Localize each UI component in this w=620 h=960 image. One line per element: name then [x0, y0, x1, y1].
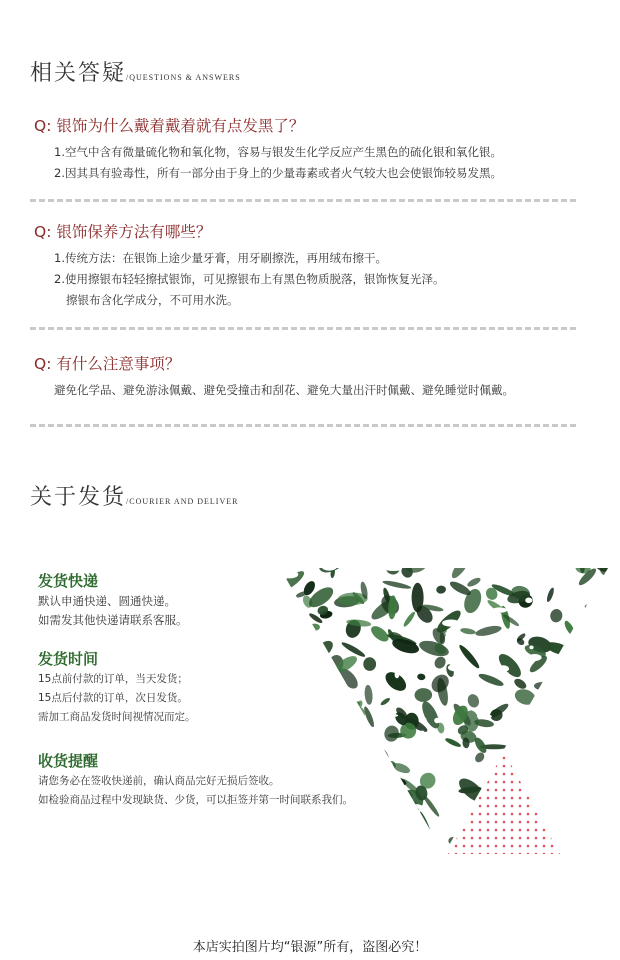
leaf-gap: [595, 811, 601, 814]
leaf-shape: [383, 724, 401, 743]
leaf-gap: [290, 562, 296, 564]
leaf-shape: [350, 816, 358, 840]
leaf-gap: [540, 779, 551, 784]
leaf-shape: [402, 611, 416, 628]
leaf-shape: [288, 697, 298, 722]
leaf-shape: [553, 777, 577, 789]
leaf-shape: [276, 611, 286, 633]
leaf-shape: [560, 812, 576, 829]
leaf-shape: [375, 771, 408, 789]
leaf-gap: [276, 738, 285, 741]
qa-title-cn: 相关答疑: [30, 61, 127, 86]
leaf-shape: [477, 672, 504, 689]
shipping-title-en: /COURIER AND DELIVER: [126, 497, 239, 506]
leaf-shape: [321, 703, 329, 712]
question-1: Q: 银饰为什么戴着戴着就有点发黑了？: [34, 117, 305, 135]
leaf-gap: [528, 567, 538, 572]
leaf-shape: [524, 747, 547, 768]
leaf-shape: [417, 673, 426, 680]
leaf-gap: [602, 769, 613, 773]
leaf-shape: [544, 731, 562, 759]
leaf-gap: [457, 594, 463, 601]
dot-pattern: [436, 742, 576, 858]
divider: [30, 424, 576, 427]
question-2: Q: 银饰保养方法有哪些？: [34, 223, 212, 241]
shipping-line: 请您务必在签收快递前，确认商品完好无损后签收。: [38, 775, 280, 787]
leaf-shape: [563, 831, 586, 854]
leaf-shape: [382, 579, 412, 590]
leaf-gap: [294, 743, 302, 750]
leaf-shape: [345, 771, 364, 790]
leaf-shape: [375, 758, 399, 782]
leaf-shape: [545, 714, 552, 726]
leaf-shape: [436, 585, 447, 594]
leaf-gap: [276, 784, 287, 788]
leaf-gap: [585, 655, 595, 658]
shipping-line: 默认申通快递、圆通快递。: [38, 594, 176, 608]
shipping-line: 15点后付款的订单，次日发货。: [38, 692, 188, 704]
leaf-shape: [369, 744, 393, 769]
leaf-shape: [549, 608, 563, 623]
leaf-shape: [289, 786, 313, 794]
leaf-shape: [535, 769, 561, 799]
leaf-shape: [356, 740, 368, 750]
leaf-gap: [564, 755, 579, 760]
leaf-gap: [322, 563, 337, 571]
leaf-gap: [525, 598, 532, 604]
leaf-gap: [331, 771, 337, 778]
leaf-shape: [546, 587, 556, 603]
leaf-shape: [312, 804, 330, 827]
leaf-shape: [534, 791, 559, 813]
leaf-shape: [362, 787, 388, 807]
leaf-gap: [354, 695, 359, 698]
leaf-shape: [303, 701, 321, 718]
answer-2-line-3: 擦银布含化学成分，不可用水洗。: [66, 293, 239, 307]
leaf-shape: [417, 828, 424, 840]
leaf-shape: [276, 817, 290, 832]
shipping-line: 需加工商品发货时间视情况而定。: [38, 711, 196, 723]
qa-item-3: [34, 354, 580, 401]
leaf-gap: [534, 718, 540, 722]
leaf-shape: [276, 608, 290, 625]
leaf-shape: [380, 697, 391, 707]
leaf-shape: [367, 789, 385, 807]
shipping-heading: 发货快递: [38, 572, 99, 590]
leaf-shape: [368, 832, 385, 854]
shipping-title-cn: 关于发货: [30, 485, 127, 510]
leaf-gap: [381, 714, 398, 717]
leaf-gap: [590, 655, 598, 660]
leaf-shape: [531, 758, 552, 787]
divider: [30, 199, 576, 202]
leaf-gap: [529, 646, 533, 650]
leaf-shape: [276, 676, 301, 703]
copyright-footer: 本店实拍图片均“银源”所有，盗图必究！: [192, 940, 428, 955]
leaf-shape: [579, 760, 600, 783]
leaf-shape: [299, 675, 311, 688]
leaf-gap: [545, 677, 557, 684]
leaf-shape: [348, 791, 361, 803]
leaf-gap: [412, 632, 422, 636]
leaf-gap: [492, 607, 508, 612]
leaf-gap: [477, 714, 492, 719]
leaf-shape: [460, 627, 476, 635]
leaf-gap: [282, 570, 299, 578]
leaf-gap: [442, 620, 460, 627]
leaf-shape: [600, 691, 612, 707]
leaf-gap: [511, 747, 523, 754]
leaf-shape: [276, 829, 288, 843]
shipping-heading: 收货提醒: [38, 752, 99, 770]
leaf-shape: [585, 603, 600, 610]
leaf-shape: [324, 763, 356, 782]
leaf-gap: [396, 759, 412, 761]
leaf-shape: [597, 825, 612, 841]
leaf-shape: [591, 653, 612, 668]
qa-item-1: [34, 116, 580, 184]
leaf-gap: [406, 739, 416, 741]
leaf-shape: [295, 829, 311, 844]
leaf-shape: [513, 687, 538, 708]
leaf-shape: [551, 648, 575, 682]
leaf-gap: [409, 804, 423, 809]
leaf-shape: [475, 624, 503, 638]
leaf-shape: [353, 785, 367, 801]
leaf-shape: [324, 730, 330, 752]
leaf-gap: [414, 850, 431, 852]
leaf-shape: [280, 730, 291, 750]
leaf-gap: [493, 571, 507, 575]
leaf-shape: [597, 562, 612, 579]
leaf-shape: [322, 844, 338, 858]
leaf-gap: [395, 671, 400, 678]
leaf-gap: [378, 797, 389, 802]
leaf-shape: [432, 655, 447, 671]
answer-3-line-1: 避免化学品、避免游泳佩戴、避免受撞击和刮花、避免大量出汗时佩戴、避免睡觉时佩戴。: [54, 383, 514, 397]
answer-2-line-2: 2.使用擦银布轻轻擦拭银饰，可见擦银布上有黑色物质脱落，银饰恢复光泽。: [54, 272, 445, 286]
leaf-shape: [299, 713, 313, 718]
leaf-shape: [333, 702, 347, 717]
leaf-shape: [560, 810, 577, 837]
leaf-shape: [276, 690, 289, 700]
leaf-shape: [276, 635, 296, 650]
leaf-shape: [558, 699, 581, 710]
leaf-shape: [591, 715, 612, 738]
leaf-gap: [324, 832, 329, 837]
leaf-gap: [276, 710, 282, 714]
leaf-shape: [444, 737, 462, 749]
leaf-shape: [276, 721, 299, 737]
leaf-shape: [276, 582, 290, 599]
leaf-shape: [276, 799, 292, 818]
leaf-shape: [589, 784, 612, 813]
leaf-shape: [363, 657, 376, 671]
leaf-shape: [546, 733, 553, 754]
leaf-shape: [314, 761, 342, 782]
leaf-gap: [540, 803, 555, 810]
leaf-shape: [513, 677, 529, 691]
leaf-shape: [518, 744, 536, 768]
leaf-shape: [569, 764, 591, 787]
leaf-shape: [426, 834, 435, 858]
leaf-gap: [504, 721, 519, 729]
answer-2-line-1: 1.传统方法：在银饰上途少量牙膏，用牙刷擦洗，再用绒布擦干。: [54, 251, 387, 265]
qa-title-en: /QUESTIONS & ANSWERS: [126, 73, 241, 82]
leaf-shape: [289, 761, 302, 773]
leaf-shape: [414, 688, 432, 702]
leaf-shape: [362, 706, 375, 728]
leaf-shape: [299, 819, 322, 851]
answer-1-line-2: 2.因其具有验毒性，所有一部分由于身上的少量毒素或者火气较大也会使银饰较易发黑。: [54, 166, 502, 180]
leaf-shape: [339, 777, 350, 801]
leaf-gap: [528, 654, 542, 661]
leaf-shape: [300, 730, 331, 740]
leaf-shape: [590, 734, 612, 756]
leaf-shape: [563, 619, 577, 636]
leaf-shape: [303, 769, 327, 791]
leaf-gap: [604, 562, 612, 568]
leaf-gap: [401, 800, 406, 803]
shipping-section-title: [30, 480, 238, 511]
leaf-gap: [442, 579, 448, 584]
leaf-shape: [287, 824, 298, 856]
leaf-gap: [411, 675, 417, 677]
leaf-shape: [294, 622, 306, 633]
leaf-shape: [466, 693, 481, 709]
leaf-gap: [278, 830, 295, 835]
leaf-gap: [538, 732, 554, 739]
leaf-shape: [298, 801, 310, 813]
leaf-gap: [281, 763, 299, 767]
leaf-gap: [385, 566, 403, 571]
leaf-gap: [442, 843, 448, 847]
qa-section-title: [30, 56, 241, 87]
leaf-gap: [503, 672, 509, 676]
leaf-shape: [560, 764, 565, 776]
divider: [30, 327, 576, 330]
leaf-shape: [297, 745, 306, 777]
leaf-shape: [299, 730, 317, 744]
leaf-gap: [356, 824, 371, 826]
leaf-gap: [567, 797, 575, 800]
leaf-shape: [278, 836, 289, 857]
leaf-shape: [348, 703, 368, 723]
answer-1-line-1: 1.空气中含有微量硫化物和氧化物，容易与银发生化学反应产生黑色的硫化银和氧化银。: [54, 145, 502, 159]
shipping-line: 15点前付款的订单，当天发货；: [38, 673, 188, 685]
leaf-shape: [307, 821, 330, 845]
leaf-gap: [356, 641, 374, 644]
leaf-shape: [567, 710, 600, 736]
leaf-shape: [449, 562, 472, 581]
leaf-shape: [495, 650, 524, 680]
leaf-shape: [347, 745, 368, 765]
leaf-shape: [353, 781, 364, 790]
leaf-shape: [466, 576, 482, 588]
leafy-triangle-graphic: [276, 562, 612, 858]
leaf-gap: [276, 688, 284, 693]
leaf-gap: [434, 718, 440, 724]
foliage-texture: [276, 562, 612, 858]
leaf-gap: [439, 604, 454, 607]
leaf-shape: [577, 837, 593, 853]
leaf-gap: [338, 708, 355, 714]
leaf-shape: [564, 841, 580, 856]
shipping-line: 如检验商品过程中发现缺货、少货，可以拒签并第一时间联系我们。: [38, 794, 353, 806]
leaf-shape: [417, 638, 450, 659]
shipping-heading: 发货时间: [38, 650, 99, 668]
leaf-shape: [364, 684, 374, 705]
question-3: Q: 有什么注意事项？: [34, 355, 181, 373]
leaf-shape: [560, 811, 576, 821]
leaf-shape: [276, 796, 294, 823]
leaf-gap: [445, 632, 450, 635]
leaf-shape: [276, 660, 298, 680]
leaf-gap: [436, 822, 447, 825]
leaf-shape: [329, 674, 344, 685]
leaf-shape: [335, 839, 353, 858]
leaf-shape: [549, 733, 562, 747]
leaf-shape: [534, 682, 553, 692]
leaf-gap: [420, 717, 426, 722]
leaf-shape: [585, 672, 608, 691]
leaf-shape: [348, 834, 365, 852]
leaf-shape: [575, 799, 606, 829]
leaf-gap: [448, 664, 463, 671]
leaf-gap: [276, 794, 283, 797]
leaf-shape: [326, 766, 342, 781]
leaf-shape: [309, 623, 320, 631]
leaf-shape: [562, 728, 580, 745]
leaf-gap: [474, 562, 481, 566]
leaf-shape: [408, 836, 431, 852]
leaf-shape: [346, 716, 362, 731]
shipping-line: 如需发其他快递请联系客服。: [38, 613, 188, 627]
leaf-gap: [312, 704, 325, 708]
leaf-shape: [418, 811, 433, 836]
leaf-shape: [368, 623, 391, 644]
leaf-gap: [588, 795, 601, 798]
leaf-gap: [420, 731, 425, 737]
leaf-shape: [589, 632, 612, 640]
qa-item-2: [34, 222, 580, 311]
leaf-shape: [279, 676, 305, 691]
leaf-shape: [276, 662, 291, 695]
leaf-gap: [497, 665, 509, 672]
